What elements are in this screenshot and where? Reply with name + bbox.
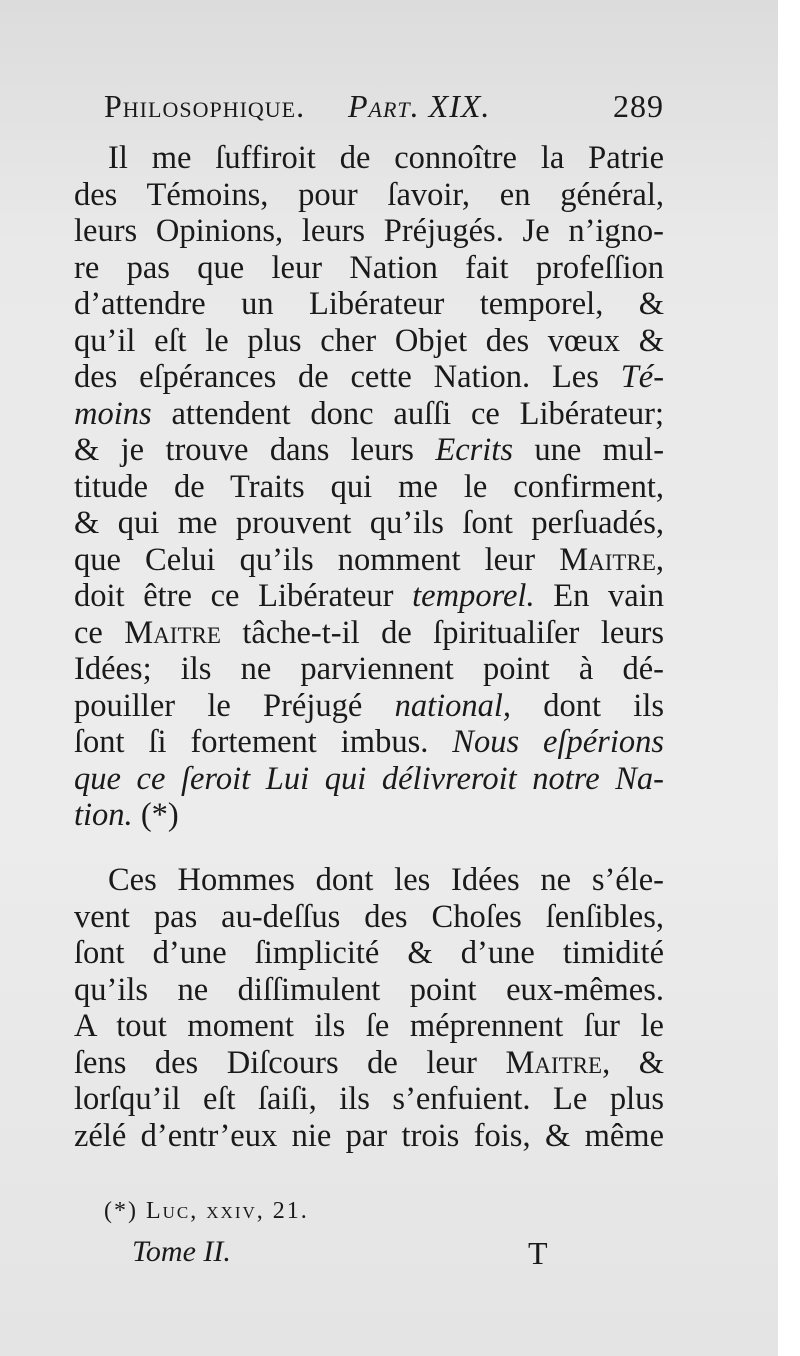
text-line: [74, 542, 664, 579]
text-run: ſont ſi fortement imbus.: [74, 724, 429, 760]
text-line: leurs Opinions, leurs Préjugés. Je n’igno-: [74, 213, 664, 249]
text-line: qu’ils ne diſſimulent point eux-mêmes.: [74, 971, 664, 1008]
italic-run: temporel.: [412, 578, 535, 614]
text-line: [74, 432, 664, 469]
text-run: tâche-t-il de ſpiritualiſer leurs: [242, 614, 664, 651]
signature-mark: T: [528, 1235, 548, 1271]
paragraph-1: [74, 140, 664, 834]
text-run: , &: [602, 1044, 664, 1081]
text-run: ſens des Diſcours de leur: [74, 1044, 477, 1081]
italic-run: Nous eſpérions: [452, 724, 664, 760]
volume-label: Tome II.: [132, 1235, 231, 1268]
footnote: (*) Luc, xxiv, 21.: [104, 1198, 309, 1224]
text-line: [74, 797, 664, 834]
italic-run: tion.: [74, 797, 133, 833]
text-run: une mul-: [534, 432, 665, 468]
footnote-marker: (*): [140, 797, 179, 833]
text-line: [74, 1045, 664, 1082]
running-header: [104, 88, 664, 132]
text-run: En vain: [553, 578, 664, 614]
text-line: qu’il eſt le plus cher Objet des vœux &: [74, 322, 664, 359]
text-run: pouiller le Préjugé: [74, 687, 363, 724]
text-line: que ce ſeroit Lui qui délivreroit notre Na-: [74, 760, 664, 797]
text-line: [74, 396, 664, 433]
small-caps-run: Maitre: [124, 614, 221, 651]
text-run: & je trouve dans leurs: [74, 432, 414, 468]
small-caps-run: Maitre: [505, 1044, 603, 1081]
paragraph-2: [74, 862, 664, 1154]
text-line: vent pas au-deſſus des Choſes ſenſibles,: [74, 898, 664, 935]
text-run: ,: [655, 541, 664, 578]
text-line: [74, 359, 664, 396]
text-line: [74, 578, 664, 615]
text-line: titude de Traits qui me le confirment,: [74, 468, 664, 505]
text-line: A tout moment ils ſe méprennent ſur le: [74, 1008, 664, 1044]
text-line: lorſqu’il eſt ſaiſi, ils s’enfuient. Le plus: [74, 1081, 664, 1117]
italic-run: national,: [394, 687, 512, 724]
running-title: Philosophique.: [104, 88, 306, 124]
italic-run: Ecrits: [435, 432, 513, 468]
small-caps-run: Maitre: [559, 541, 656, 578]
text-run: attendent donc auſſi ce Libérateur;: [171, 395, 665, 432]
text-line: [74, 688, 664, 725]
page-number: 289: [613, 88, 664, 124]
text-run: dont ils: [543, 687, 665, 724]
italic-run: Té-: [620, 359, 665, 395]
italic-run: moins: [74, 395, 152, 432]
text-line: [74, 615, 664, 652]
text-line: des Témoins, pour ſavoir, en général,: [74, 176, 664, 213]
text-line: [74, 724, 664, 761]
text-line: Idées; ils ne parviennent point à dé-: [74, 651, 664, 687]
text-line: Il me ſuffiroit de connoître la Patrie: [108, 140, 664, 176]
text-run: ce: [74, 614, 103, 651]
text-line: Ces Hommes dont les Idées ne s’éle-: [108, 862, 664, 898]
part-label: Part. XIX.: [348, 88, 491, 124]
text-run: des eſpérances de cette Nation. Les: [74, 359, 599, 395]
text-line: ſont d’une ſimplicité & d’une timidité: [74, 935, 664, 971]
text-line: & qui me prouvent qu’ils ſont perſuadés,: [74, 505, 664, 541]
text-line: d’attendre un Libérateur temporel, &: [74, 286, 664, 322]
text-line: zélé d’entr’eux nie par trois fois, & même: [74, 1117, 664, 1154]
text-run: que Celui qu’ils nomment leur: [74, 541, 536, 578]
text-line: re pas que leur Nation fait profeſſion: [74, 249, 664, 286]
text-run: doit être ce Libérateur: [74, 578, 394, 614]
